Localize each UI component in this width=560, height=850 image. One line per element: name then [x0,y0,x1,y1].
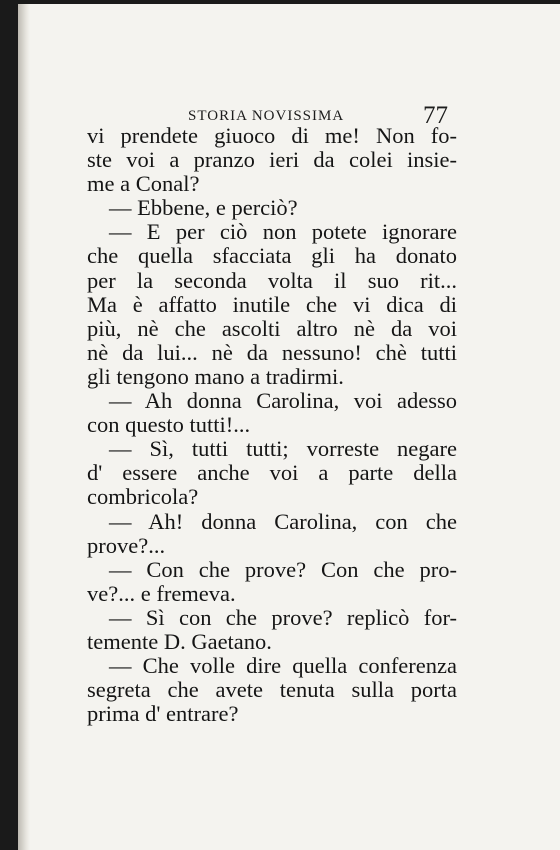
text-line: prima d' entrare? [87,701,239,727]
text-line: — Ah donna Carolina, voi adesso [109,388,457,414]
text-line: più, nè che ascolti altro nè da voi [87,315,457,341]
text-line: vi prendete giuoco di me! Non fo- [87,123,457,148]
text-line: d' essere anche voi a parte della [87,460,457,486]
text-line: temente D. Gaetano. [87,628,272,654]
page-number: 77 [423,102,448,129]
text-line: combricola? [87,484,199,510]
text-line: prove?... [87,532,166,558]
binding-shadow [18,4,30,850]
text-line: — E per ciò non potete ignorare [109,219,457,245]
text-line: ve?... e fremeva. [87,580,236,606]
text-line: — Sì, tutti tutti; vorreste negare [109,436,457,462]
text-line: nè da lui... nè da nessuno! chè tutti [87,339,457,365]
text-line: gli tengono mano a tradirmi. [87,363,344,389]
text-line: ste voi a pranzo ieri da colei insie- [87,147,457,173]
text-line: Ma è affatto inutile che vi dica di [87,291,457,317]
body-text [87,124,457,726]
text-line: — Ebbene, e perciò? [109,195,298,221]
text-line: — Sì con che prove? replicò for- [109,604,457,630]
running-title: STORIA NOVISSIMA [188,108,345,124]
text-line: — Che volle dire quella conferenza [109,653,457,679]
text-line: segreta che avete tenuta sulla porta [87,677,457,703]
text-line: per la seconda volta il suo rit... [87,267,457,293]
text-line: che quella sfacciata gli ha donato [87,243,457,269]
book-page [18,4,560,850]
text-line: — Con che prove? Con che pro- [109,556,457,582]
text-line: con questo tutti!... [87,412,251,438]
text-line: me a Conal? [87,171,200,197]
text-line: — Ah! donna Carolina, con che [109,508,457,534]
